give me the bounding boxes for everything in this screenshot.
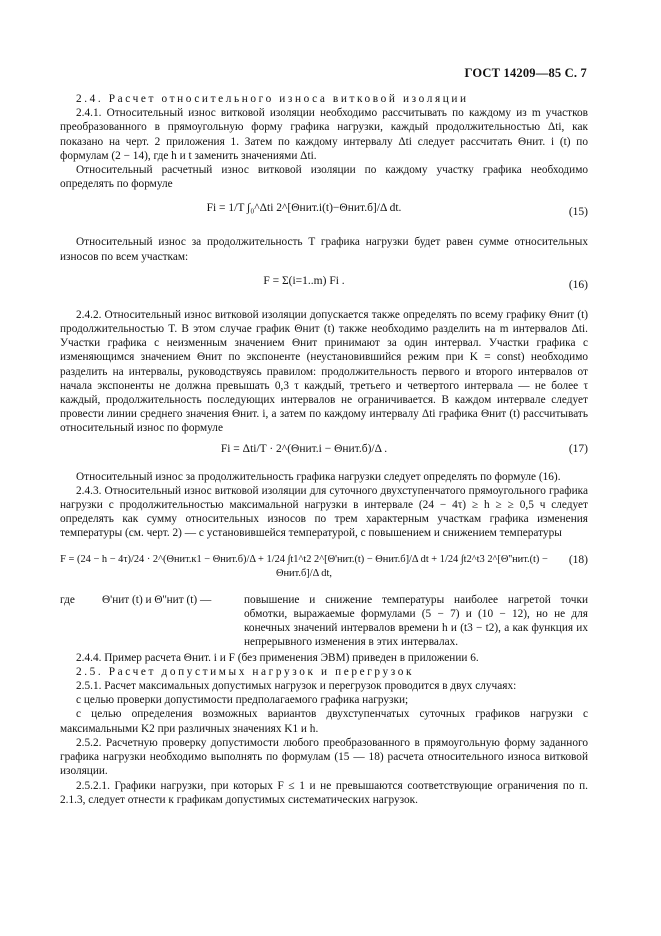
section-2-4-heading: 2.4. Расчет относительного износа витковой изоляции [76, 93, 469, 105]
paragraph-2-4-3: 2.4.3. Относительный износ витковой изоляции для суточного двухступенчатого прямоугольного графика нагрузки с продолжительностью максимальной нагрузки в интервале (24 − 4τ) ≥ h ≥ ≥ 0,5 ч следует определять как сумму относительных износов по трем характерным участкам графика изменения температуры (см. черт. 2) — с установившейся температурой, с повышением и снижением температуры [60, 484, 588, 540]
formula-17-number: (17) [568, 442, 588, 455]
formula-17-expr: Fi = Δti/T · 2^(Θнит.i − Θнит.б)/Δ . [220, 442, 388, 455]
section-2-5-heading: 2.5. Расчет допустимых нагрузок и перегрузок [76, 665, 415, 678]
paragraph-2-5-2-1: 2.5.2.1. Графики нагрузки, при которых F ≤ 1 и не превышаются соответствующие ограничения по п. 2.1.3, следует отнести к графикам допустимых систематических нагрузок. [60, 779, 588, 806]
formula-18-expr: F = (24 − h − 4τ)/24 · 2^(Θнит.к1 − Θнит.б)/Δ + 1/24 ∫t1^t2 2^[Θ'нит.(t) − Θнит.б]/Δ dt + 1/24 ∫t2^t3 2^[Θ''нит.(t) − Θнит.б]/Δ dt, [60, 553, 548, 579]
paragraph-2-5-1: 2.5.1. Расчет максимальных допустимых нагрузок и перегрузок проводится в двух случаях: [76, 680, 517, 693]
paragraph-sum: Относительный износ за продолжительность T графика нагрузки будет равен сумме относительных износов по всем участкам: [60, 236, 588, 263]
where-label: где [60, 593, 75, 606]
paragraph-2-4-4: 2.4.4. Пример расчета Θнит. i и F (без применения ЭВМ) приведен в приложении 6. [76, 651, 479, 664]
formula-16-number: (16) [568, 278, 588, 291]
formula-15 [60, 191, 588, 235]
page-header: ГОСТ 14209—85 С. 7 [464, 66, 587, 80]
formula-18 [60, 541, 588, 593]
formula-16-expr: F = Σ(i=1..m) Fi . [263, 274, 345, 287]
case-2: с целью определения возможных вариантов двухступенчатых суточных графиков нагрузки с максимальными K2 при различных значениях K1 и h. [60, 708, 588, 735]
where-text: повышение и снижение температуры наиболее нагретой точки обмотки, выражаемые формулами (5 − 7) и (10 − 12), но не для конечных значений интервалов времени h и (t3 − t2), а как функция их непрерывного изменения в этих интервалах. [244, 593, 588, 649]
document-body [60, 92, 588, 807]
formula-15-expr: Fi = 1/T ∫₀^Δti 2^[Θнит.i(t)−Θнит.б]/Δ dt. [206, 202, 402, 215]
formula-17 [60, 436, 588, 470]
case-1: с целью проверки допустимости предполагаемого графика нагрузки; [76, 694, 409, 707]
formula-16 [60, 264, 588, 308]
formula-18-number: (18) [568, 553, 588, 566]
where-clause [60, 593, 588, 651]
where-symbols: Θ'нит (t) и Θ''нит (t) — [102, 593, 212, 606]
paragraph-2-4-1: 2.4.1. Относительный износ витковой изоляции необходимо рассчитывать по каждому из m участков преобразованного в прямоугольную форму графика нагрузки, каждый продолжительностью Δti, как показано на черт. 2 приложения 1. Затем по каждому интервалу Δti следует рассчитать Θнит. i (t) по формулам (2 − 14), где h и t заменить значениями Δti. [60, 107, 588, 162]
formula-15-number: (15) [568, 206, 588, 219]
paragraph-sum-2: Относительный износ за продолжительность графика нагрузки следует определять по формуле (16). [76, 470, 561, 483]
paragraph-rel-calc: Относительный расчетный износ витковой изоляции по каждому участку графика необходимо определять по формуле [60, 164, 588, 191]
paragraph-2-4-2: 2.4.2. Относительный износ витковой изоляции допускается также определять по всему графику Θнит (t) продолжительностью T. В этом случае график Θнит (t) также необходимо разделить на m интервалов Δti. Участки графика с неизменным значением Θнит принимают за один интервал. Участки графика с изменяющимся значением Θнит по экспоненте (неустановившийся режим при K = const) необходимо разделить на интервалы, руководствуясь правилом: продолжительность первого и второго интервалов от начала экспоненты не должна превышать 0,3 τ каждый, третьего и четвертого интервала — не более τ каждый, продолжительность последующих интервалов не ограничивается. В каждом интервале следует провести линии среднего значения Θнит. i, а затем по каждому интервалу Δti графика Θнит (t) рассчитывать относительный износ по формуле [60, 308, 588, 435]
paragraph-2-5-2: 2.5.2. Расчетную проверку допустимости любого преобразованного в прямоугольную форму заданного графика нагрузки необходимо выполнять по формулам (15 — 18) расчета относительного износа витковой изоляции. [60, 736, 588, 778]
